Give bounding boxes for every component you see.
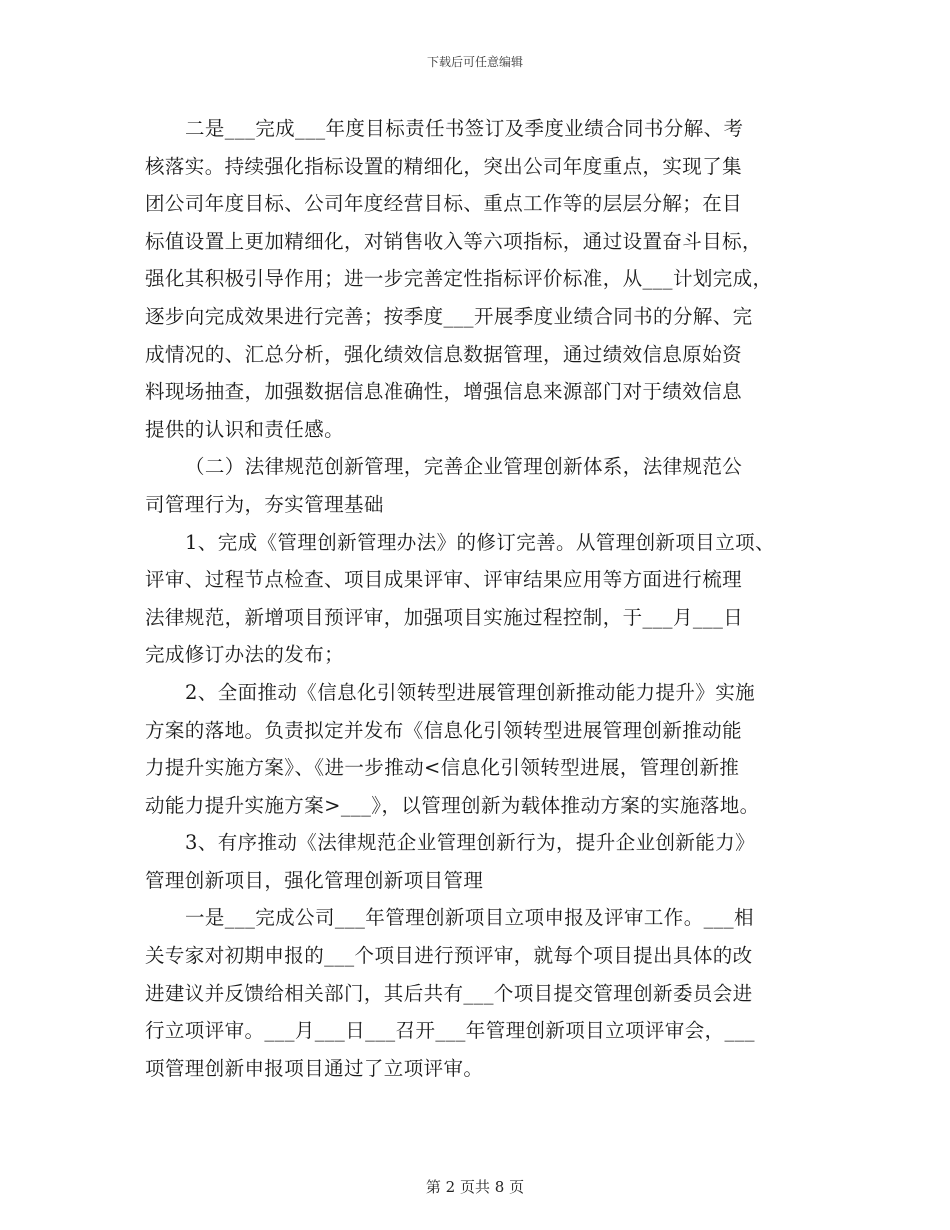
text-line: 方案的落地。负责拟定并发布《信息化引领转型进展管理创新推动能 xyxy=(145,718,743,742)
document-body xyxy=(145,110,815,1087)
text-line: 标值设置上更加精细化，对销售收入等六项指标，通过设置奋斗目标， xyxy=(145,229,762,253)
paragraph xyxy=(145,110,815,448)
text-line: 3、有序推动《法律规范企业管理创新行为，提升企业创新能力》 xyxy=(185,831,756,855)
text-line: 关专家对初期申报的___个项目进行预评审，就每个项目提出具体的改 xyxy=(145,944,753,968)
text-line: 动能力提升实施方案>___》，以管理创新为载体推动方案的实施落地。 xyxy=(145,793,760,817)
text-line: 进建议并反馈给相关部门，其后共有___个项目提交管理创新委员会进 xyxy=(145,981,753,1005)
text-line: 1、完成《管理创新管理办法》的修订完善。从管理创新项目立项、 xyxy=(185,530,775,554)
text-line: 一是___完成公司___年管理创新项目立项申报及评审工作。___相 xyxy=(185,906,754,930)
text-line: 评审、过程节点检查、项目成果评审、评审结果应用等方面进行梳理 xyxy=(145,568,743,592)
text-line: 料现场抽查，加强数据信息准确性，增强信息来源部门对于绩效信息 xyxy=(145,380,743,404)
text-line: 完成修订办法的发布； xyxy=(145,643,345,667)
page-header-note: 下载后可任意编辑 xyxy=(426,55,523,69)
text-line: 提供的认识和责任感。 xyxy=(145,417,345,441)
text-line: 司管理行为，夯实管理基础 xyxy=(145,492,384,516)
text-line: （二）法律规范创新管理，完善企业管理创新体系，法律规范公 xyxy=(185,455,743,479)
paragraph xyxy=(145,899,815,1087)
text-line: 项管理创新申报项目通过了立项评审。 xyxy=(145,1056,484,1080)
page-number: 第 2 页共 8 页 xyxy=(425,1178,525,1196)
text-line: 行立项评审。___月___日___召开___年管理创新项目立项评审会，___ xyxy=(145,1019,755,1043)
text-line: 力提升实施方案》、《进一步推动<信息化引领转型进展，管理创新推 xyxy=(145,756,740,780)
text-line: 成情况的、汇总分析，强化绩效信息数据管理，通过绩效信息原始资 xyxy=(145,342,743,366)
paragraph xyxy=(145,674,815,824)
text-line: 强化其积极引导作用；进一步完善定性指标评价标准，从___计划完成， xyxy=(145,267,773,291)
text-line: 管理创新项目，强化管理创新项目管理 xyxy=(145,868,484,892)
paragraph xyxy=(145,524,815,674)
section-heading xyxy=(145,448,815,523)
paragraph xyxy=(145,824,815,899)
text-line: 逐步向完成效果进行完善；按季度___开展季度业绩合同书的分解、完 xyxy=(145,304,753,328)
text-line: 2、全面推动《信息化引领转型进展管理创新推动能力提升》实施 xyxy=(185,680,756,704)
text-line: 团公司年度目标、公司年度经营目标、重点工作等的层层分解；在目 xyxy=(145,192,743,216)
text-line: 核落实。持续强化指标设置的精细化，突出公司年度重点，实现了集 xyxy=(145,154,743,178)
text-line: 二是___完成___年度目标责任书签订及季度业绩合同书分解、考 xyxy=(185,117,744,140)
text-line: 法律规范，新增项目预评审，加强项目实施过程控制，于___月___日 xyxy=(145,605,744,629)
